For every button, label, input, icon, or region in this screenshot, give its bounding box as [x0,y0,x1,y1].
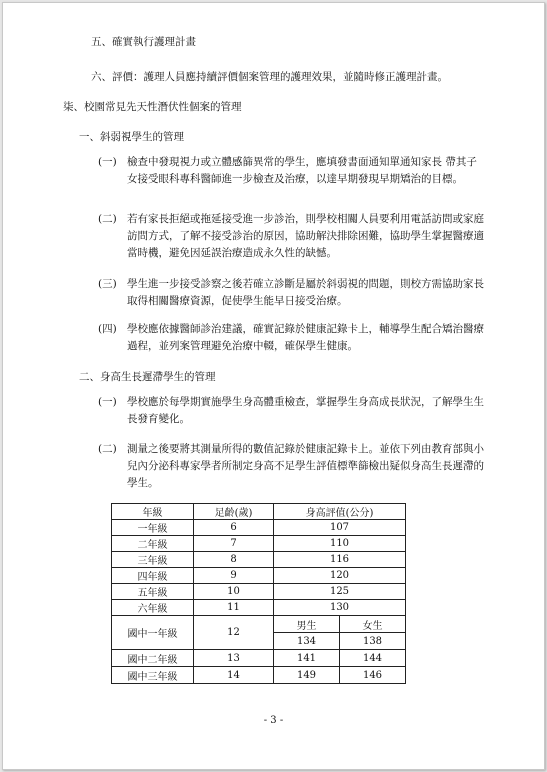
paragraph-2-number: (二) [98,213,117,225]
female-label: 女生 [340,616,406,633]
paragraph-3-number: (三) [98,278,117,290]
age-cell: 14 [194,667,274,684]
gender-height-cell [274,667,406,684]
paragraph-1 [98,154,487,188]
female-height: 138 [362,635,383,647]
age-cell: 7 [194,536,274,552]
height-cell: 120 [274,568,406,584]
grade-cell: 國中三年級 [112,667,194,684]
paragraph-4-text: 學校應依據醫師診治建議，確實記錄於健康記錄卡上，輔導學生配合矯治醫療過程，並列案管理避免治療中輟，確保學生健康。 [127,323,484,352]
grade-cell: 五年級 [112,584,194,600]
table-row [112,600,406,616]
table-header-row [112,504,406,520]
item-five: 五、確實執行護理計畫 [91,36,196,48]
paragraph-5 [98,394,487,428]
paragraph-1-number: (一) [98,156,117,168]
gender-height-cell [274,616,406,650]
page-number: - 3 - [263,715,284,726]
height-cell: 125 [274,584,406,600]
female-height: 146 [362,669,383,681]
male-height: 149 [274,667,340,683]
grade-cell: 一年級 [112,520,194,536]
header-grade: 年級 [112,504,194,520]
gender-subtable [274,616,405,649]
height-cell: 110 [274,536,406,552]
height-cell: 116 [274,552,406,568]
gender-subtable [274,650,405,666]
paragraph-1-text: 檢查中發現視力或立體感篩異常的學生，應填發書面通知單通知家長 帶其子女接受眼科專科醫師進一步檢查及治療，以達早期發現早期矯治的目標。 [127,156,477,185]
section-seven-heading: 柒、校園常見先天性潛伏性個案的管理 [63,101,242,113]
item-six: 六、評價：護理人員應持續評價個案管理的護理效果，並隨時修正護理計畫。 [91,71,448,83]
grade-cell: 二年級 [112,536,194,552]
paragraph-4 [98,321,487,355]
grade-cell: 六年級 [112,600,194,616]
age-cell: 12 [194,616,274,650]
paragraph-6 [98,441,487,492]
age-cell: 10 [194,584,274,600]
paragraph-2 [98,211,487,262]
male-height: 141 [274,650,340,666]
paragraph-2-text: 若有家長拒絕或拖延接受進一步診治，則學校相關人員要利用電話訪問或家庭訪問方式，了解不接受診治的原因，協助解決排除困難，協助學生掌握醫療適當時機，避免因延誤治療造成永久性的缺憾。 [127,213,484,259]
table-row [112,536,406,552]
table-row [112,616,406,650]
grade-cell: 三年級 [112,552,194,568]
paragraph-5-number: (一) [98,396,117,408]
age-cell: 9 [194,568,274,584]
paragraph-4-number: (四) [98,323,117,335]
height-standard-table [111,503,406,684]
paragraph-5-text: 學校應於每學期實施學生身高體重檢查，掌握學生身高成長狀況，了解學生生長發育變化。 [127,396,484,425]
height-cell: 107 [274,520,406,536]
age-cell: 6 [194,520,274,536]
height-cell: 130 [274,600,406,616]
header-height: 身高評值(公分) [274,504,406,520]
table-row [112,584,406,600]
subsection-two-heading: 二、身高生長遲滯學生的管理 [79,371,216,383]
age-cell: 11 [194,600,274,616]
header-age: 足齡(歲) [194,504,274,520]
paragraph-3 [98,276,487,310]
table-row [112,650,406,667]
table-row [112,552,406,568]
female-height: 144 [362,652,383,664]
table-row [112,520,406,536]
document-page [2,2,545,770]
grade-cell: 國中二年級 [112,650,194,667]
subsection-one-heading: 一、斜弱視學生的管理 [79,131,184,143]
paragraph-3-text: 學生進一步接受診察之後若確立診斷是屬於斜弱視的問題，則校方需協助家長取得相關醫療資源，促使學生能早日接受治療。 [127,278,484,307]
gender-height-cell [274,650,406,667]
paragraph-6-number: (二) [98,443,117,455]
grade-cell: 國中一年級 [112,616,194,650]
age-cell: 8 [194,552,274,568]
male-label: 男生 [274,616,340,633]
table-row [112,667,406,684]
table-row [112,568,406,584]
male-height: 134 [274,633,340,650]
grade-cell: 四年級 [112,568,194,584]
gender-subtable [274,667,405,683]
paragraph-6-text: 測量之後要將其測量所得的數值記錄於健康記錄卡上。並依下列由教育部與小兒內分泌科專家學者所制定身高不足學生評值標準篩檢出疑似身高生長遲滯的學生。 [127,443,484,489]
age-cell: 13 [194,650,274,667]
